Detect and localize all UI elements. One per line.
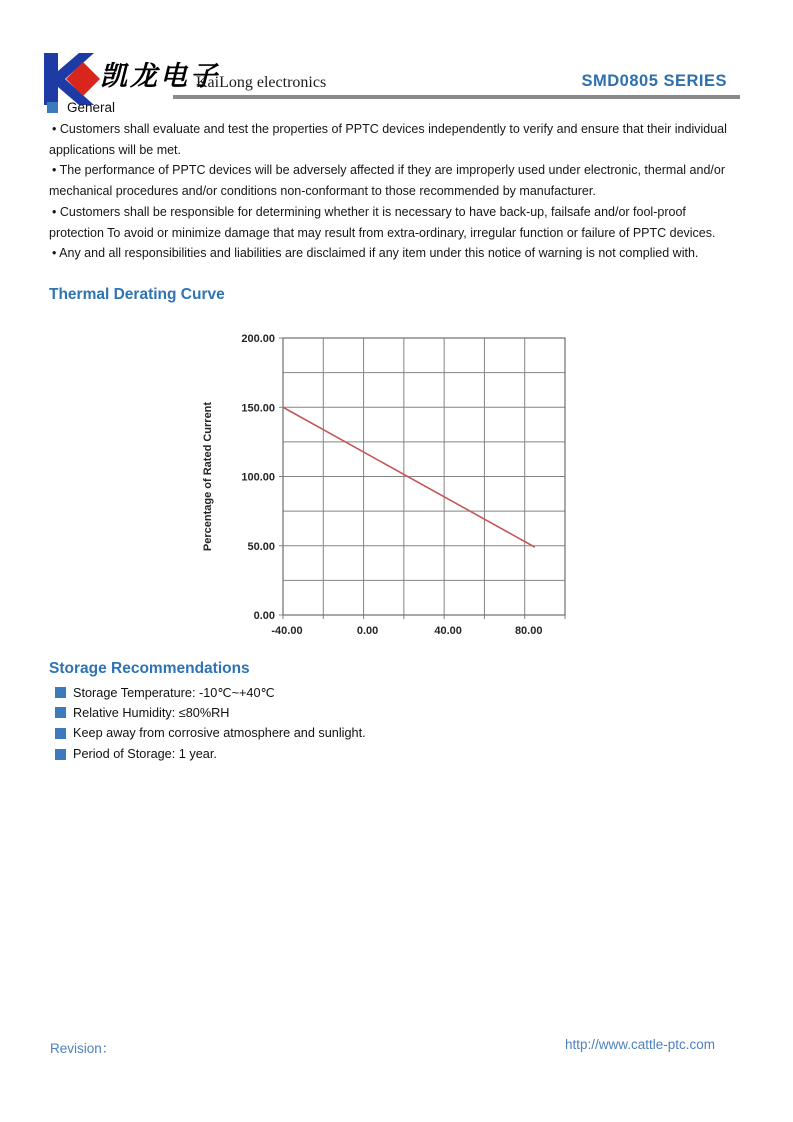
list-item xyxy=(55,682,366,703)
svg-text:0.00: 0.00 xyxy=(253,610,275,622)
storage-item-text: Storage Temperature: -10℃~+40℃ xyxy=(73,685,275,700)
general-heading-row xyxy=(47,100,115,115)
general-paragraph: • Any and all responsibilities and liabilities are disclaimed if any item under this notice of warning is not complied with. xyxy=(52,246,699,261)
storage-item-text: Period of Storage: 1 year. xyxy=(73,747,217,762)
blue-square-bullet-icon xyxy=(55,707,66,718)
chart-canvas xyxy=(195,330,595,660)
storage-recommendations-heading: Storage Recommendations xyxy=(49,660,250,677)
general-paragraph: • Customers shall evaluate and test the properties of PPTC devices independently to verify and ensure that their individual applications will be met. xyxy=(49,122,727,157)
svg-text:Percentage of Rated Current: Percentage of Rated Current xyxy=(202,401,214,552)
general-paragraph: • The performance of PPTC devices will be adversely affected if they are improperly used under electronic, thermal and/or mechanical procedures and/or conditions non-conformant to those recommended by manufacturer. xyxy=(49,163,725,199)
thermal-derating-heading: Thermal Derating Curve xyxy=(49,286,225,303)
general-heading: General xyxy=(67,100,116,115)
brand-english-name: KaiLong electronics xyxy=(196,74,327,91)
storage-list xyxy=(55,682,366,764)
svg-text:40.00: 40.00 xyxy=(434,625,462,637)
kailong-logo xyxy=(44,53,104,105)
general-paragraphs xyxy=(49,119,738,264)
blue-square-bullet-icon xyxy=(55,749,66,760)
revision-label: Revision： xyxy=(50,1041,116,1056)
list-item xyxy=(55,703,366,724)
blue-square-bullet-icon xyxy=(47,102,58,113)
series-title: SMD0805 SERIES xyxy=(581,72,727,90)
thermal-derating-chart xyxy=(195,330,595,660)
svg-text:100.00: 100.00 xyxy=(241,471,275,484)
website-link[interactable]: http://www.cattle-ptc.com xyxy=(564,1037,715,1052)
storage-item-text: Relative Humidity: ≤80%RH xyxy=(73,705,230,720)
svg-text:80.00: 80.00 xyxy=(514,625,543,637)
page-footer xyxy=(50,1037,715,1057)
svg-text:-40.00: -40.00 xyxy=(271,625,303,637)
blue-square-bullet-icon xyxy=(55,728,66,739)
svg-text:50.00: 50.00 xyxy=(247,540,275,553)
general-paragraph: • Customers shall be responsible for determining whether it is necessary to have back-up, failsafe and/or fool-proof protection To avoid or minimize damage that may result from extra-ordinary, irregular function or failure of PPTC devices. xyxy=(49,204,716,240)
header-divider xyxy=(173,95,740,99)
list-item xyxy=(55,744,366,765)
storage-item-text: Keep away from corrosive atmosphere and sunlight. xyxy=(73,726,366,741)
svg-text:0.00: 0.00 xyxy=(356,625,379,637)
blue-square-bullet-icon xyxy=(55,687,66,698)
list-item xyxy=(55,723,366,744)
brand-chinese-name: 凯龙电子 xyxy=(100,61,220,92)
svg-text:150.00: 150.00 xyxy=(241,402,275,415)
svg-text:200.00: 200.00 xyxy=(241,333,275,345)
